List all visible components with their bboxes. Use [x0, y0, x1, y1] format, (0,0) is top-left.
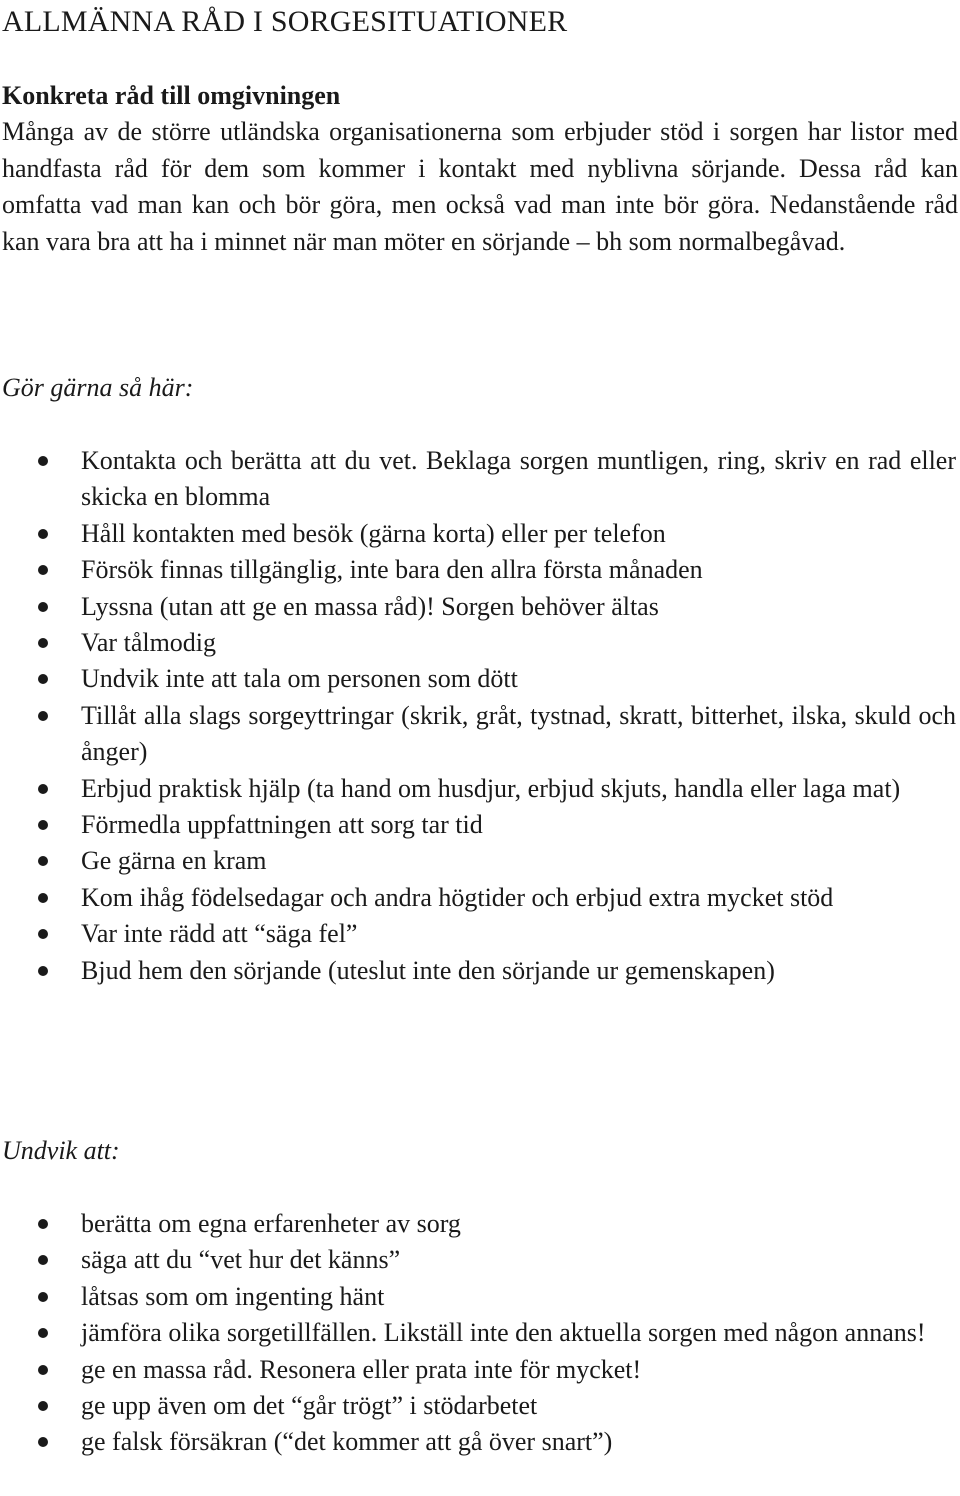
bullet-icon — [38, 602, 48, 612]
bullet-icon — [38, 674, 48, 684]
avoid-item-text: jämföra olika sorgetillfällen. Likställ inte den aktuella sorgen med någon annans! — [81, 1318, 926, 1348]
do-list-item — [0, 589, 960, 625]
do-item-text: Kom ihåg födelsedagar och andra högtider och erbjud extra mycket stöd — [81, 882, 834, 912]
do-list-item — [0, 843, 960, 879]
avoid-item-text: låtsas som om ingenting hänt — [81, 1281, 385, 1311]
bullet-icon — [38, 966, 48, 976]
bullet-icon — [38, 1328, 48, 1338]
bullet-icon — [38, 1365, 48, 1375]
avoid-list-item — [0, 1206, 960, 1242]
bullet-icon — [38, 638, 48, 648]
bullet-icon — [38, 1292, 48, 1302]
avoid-list-item — [0, 1242, 960, 1278]
avoid-item-text: ge falsk försäkran (“det kommer att gå över snart”) — [81, 1427, 613, 1457]
bullet-icon — [38, 456, 48, 466]
do-list-item — [0, 552, 960, 588]
do-list — [0, 443, 960, 989]
avoid-list-item — [0, 1352, 960, 1388]
do-list-item — [0, 916, 960, 952]
do-item-text: Håll kontakten med besök (gärna korta) eller per telefon — [81, 518, 666, 548]
bullet-icon — [38, 1255, 48, 1265]
bullet-icon — [38, 856, 48, 866]
do-item-text: Undvik inte att tala om personen som dött — [81, 664, 518, 694]
do-list-item — [0, 771, 960, 807]
do-heading: Gör gärna så här: — [2, 373, 194, 402]
do-item-text: Ge gärna en kram — [81, 846, 267, 876]
do-item-text: Lyssna (utan att ge en massa råd)! Sorgen behöver ältas — [81, 591, 659, 621]
bullet-icon — [38, 929, 48, 939]
bullet-icon — [38, 1219, 48, 1229]
bullet-icon — [38, 1401, 48, 1411]
bullet-icon — [38, 529, 48, 539]
do-item-text: Var inte rädd att “säga fel” — [81, 919, 358, 949]
do-list-item — [0, 661, 960, 697]
do-list-item — [0, 953, 960, 989]
avoid-heading: Undvik att: — [2, 1136, 120, 1165]
do-item-text: Kontakta och berätta att du vet. Beklaga sorgen muntligen, ring, skriv en rad eller skicka en blomma — [81, 446, 956, 512]
bullet-icon — [38, 893, 48, 903]
bullet-icon — [38, 565, 48, 575]
bullet-icon — [38, 1437, 48, 1447]
do-list-item — [0, 516, 960, 552]
bullet-icon — [38, 820, 48, 830]
document-title: ALLMÄNNA RÅD I SORGESITUATIONER — [2, 5, 568, 38]
do-list-item — [0, 698, 960, 771]
do-item-text: Förmedla uppfattningen att sorg tar tid — [81, 810, 483, 840]
do-item-text: Tillåt alla slags sorgeyttringar (skrik, gråt, tystnad, skratt, bitterhet, ilska, skuld och ånger) — [81, 700, 956, 767]
bullet-icon — [38, 784, 48, 794]
avoid-list-item — [0, 1279, 960, 1315]
intro-paragraph: Många av de större utländska organisationerna som erbjuder stöd i sorgen har listor med handfasta råd för dem som kommer i kontakt med nyblivna sörjande. Dessa råd kan omfatta vad man kan och bör göra, men också vad man inte bör göra. Nedanstående råd kan vara bra att ha i minnet när man möter en sörjande – bh som normalbegåvad. — [2, 117, 958, 256]
do-list-item — [0, 807, 960, 843]
do-item-text: Erbjud praktisk hjälp (ta hand om husdjur, erbjud skjuts, handla eller laga mat) — [81, 773, 901, 803]
do-list-item — [0, 443, 960, 516]
avoid-list-item — [0, 1315, 960, 1351]
do-list-item — [0, 625, 960, 661]
do-list-item — [0, 880, 960, 916]
avoid-list-item — [0, 1388, 960, 1424]
avoid-item-text: säga att du “vet hur det känns” — [81, 1245, 401, 1275]
avoid-item-text: berätta om egna erfarenheter av sorg — [81, 1209, 461, 1238]
section-subheading: Konkreta råd till omgivningen — [2, 81, 341, 110]
do-item-text: Var tålmodig — [81, 628, 217, 658]
avoid-list-item — [0, 1424, 960, 1460]
do-item-text: Bjud hem den sörjande (uteslut inte den sörjande ur gemenskapen) — [81, 955, 775, 985]
avoid-list — [0, 1206, 960, 1461]
bullet-icon — [38, 711, 48, 721]
do-item-text: Försök finnas tillgänglig, inte bara den allra första månaden — [81, 555, 703, 585]
avoid-item-text: ge en massa råd. Resonera eller prata inte för mycket! — [81, 1354, 642, 1384]
avoid-item-text: ge upp även om det “går trögt” i stödarbetet — [81, 1391, 538, 1421]
